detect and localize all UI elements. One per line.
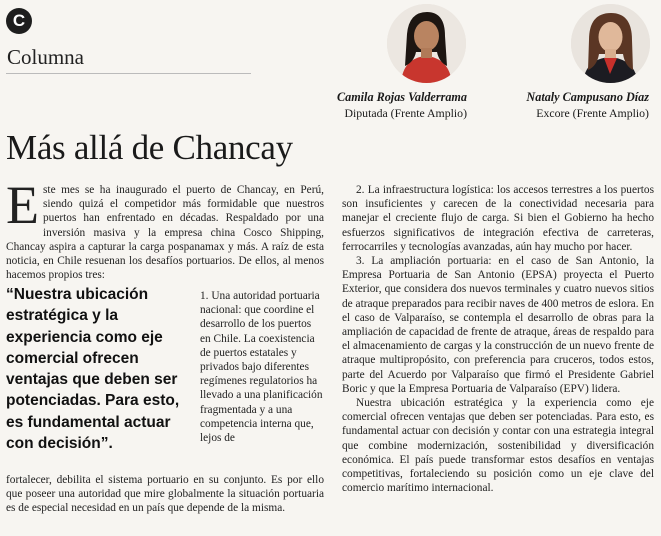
pull-quote: “Nuestra ubicación estratégica y la experiencia como eje comercial ofrecen ventajas que deben ser potenciadas. Para esto, es fundamental actuar con decisión”. — [6, 286, 180, 453]
header-rule — [6, 73, 251, 74]
author-name-1: Camila Rojas Valderrama — [336, 90, 467, 104]
section-label: Columna — [7, 45, 84, 69]
intro-text: ste mes se ha inaugurado el puerto de Chancay, en Perú, siendo quizá el competidor más formidable que nuestros puertos han enfrentado en décadas. Respaldado por una inversión masiva y la empresa china Cosco Shipping, Chancay aspira a capturar la carga pospanamax y más. A raíz de esta noticia, en Chile resuenan los desafíos portuarios. De ellos, al menos hacemos propios tres: — [6, 184, 324, 282]
author-role-2: Excore (Frente Amplio) — [536, 106, 649, 120]
point-3: 3. La ampliación portuaria: en el caso de San Antonio, la Empresa Portuaria de San Antonio (EPSA) proyecta el Puerto Exterior, que considera dos nuevos terminales y cuatro nuevos sitios de atraque preparados para recibir naves de 400 metros de eslora. En el caso de Valparaíso, se contempla el desarrollo de obras para la ampliación de capacidad de frente de atraque, áreas de respaldo para el almacenamiento de cargas y la construcción de un nuevo frente de atraque multipropósito, con preferencia para cruceros, todos estos, parte del Acuerdo por Valparaíso que firmó el Presidente Gabriel Boric y que la Empresa Portuaria de Valparaíso (EPV) lidera. — [342, 255, 654, 395]
point-2: 2. La infraestructura logística: los accesos terrestres a los puertos son insuficientes y carecen de la conectividad necesaria para manejar el creciente flujo de carga. Si bien el Gobierno ha hecho esfuerzos significativos de integración efectiva de carreteras, ferrocarriles y tecnologías avanzadas, aún hay mucho por hacer. — [342, 184, 654, 253]
portrait-illustration — [571, 4, 650, 83]
author-portrait-nataly — [571, 4, 650, 83]
section-badge: C — [6, 8, 32, 34]
drop-cap: E — [6, 175, 39, 235]
author-portrait-camila — [387, 4, 466, 83]
author-name-2: Nataly Campusano Díaz — [526, 90, 649, 104]
closing-paragraph: Nuestra ubicación estratégica y la experiencia como eje comercial ofrecen ventajas que deben ser potenciadas. Para esto, es fundamental actuar con decisión y contar con una estrategia integral que combine modernización, sostenibilidad y diversificación económica. El país puede transformar estos desafíos en ventajas competitivas, fortaleciendo su posición como un eje clave del comercio marítimo internacional. — [342, 397, 654, 495]
article-intro — [6, 175, 324, 282]
portrait-illustration — [387, 4, 466, 83]
headline: Más allá de Chancay — [6, 128, 293, 167]
author-role-1: Diputada (Frente Amplio) — [344, 106, 467, 120]
point-1-start: 1. Una autoridad portuaria nacional: que coordine el desarrollo de los puertos en Chile. La coexistencia de puertos estatales y privados bajo diferentes regímenes regulatorios ha llevado a una planificación fragmentada y a una competencia interna que, lejos de — [200, 290, 323, 445]
article-column-2 — [342, 183, 654, 495]
point-1-end: fortalecer, debilita el sistema portuario en su conjunto. Es por ello que poseer una autoridad que mire globalmente la situación portuaria es de especial necesidad en un país que depende de la misma. — [6, 474, 324, 515]
